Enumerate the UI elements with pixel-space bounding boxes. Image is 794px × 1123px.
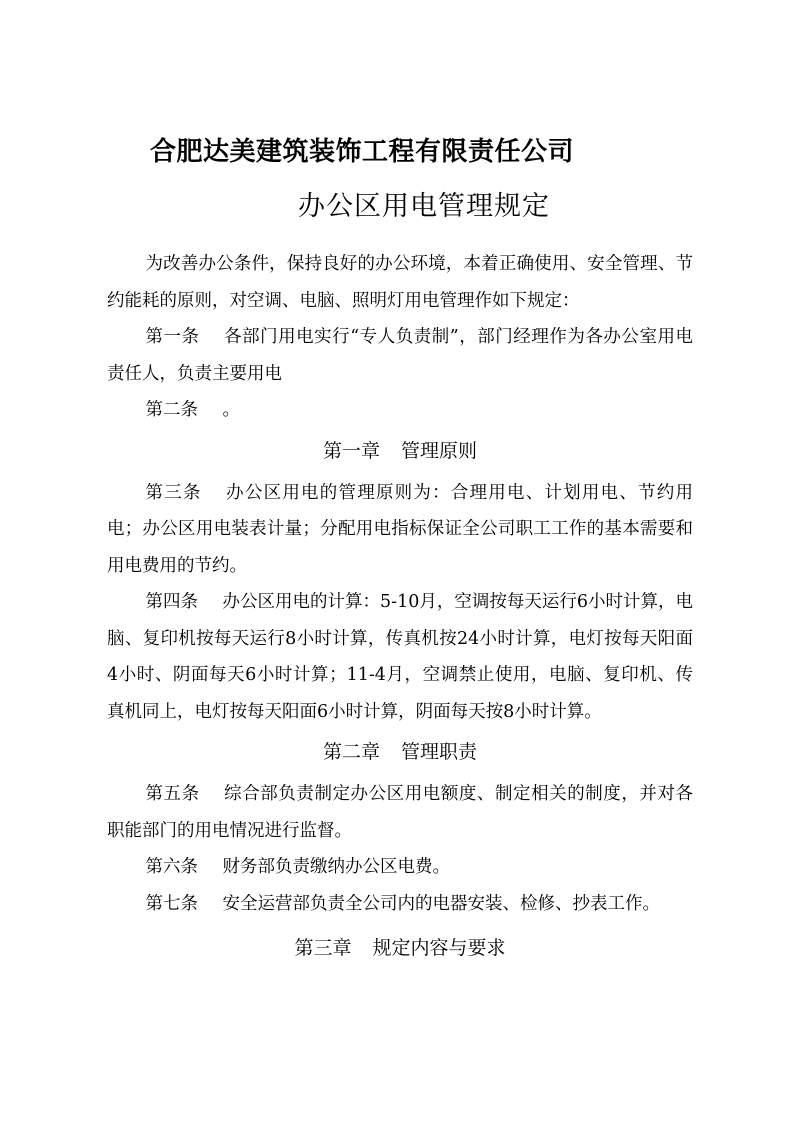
article-paragraph xyxy=(107,776,693,849)
article-paragraph xyxy=(107,319,693,392)
article-label: 第三条 xyxy=(145,482,202,503)
chapter-heading xyxy=(107,433,693,469)
article-paragraph xyxy=(107,392,693,429)
chapter-heading xyxy=(107,930,693,966)
chapter-title: 管理职责 xyxy=(400,741,477,763)
article-text: 各部门用电实行“专人负责制”，部门经理作为各办公室用电责任人，负责主要用电 xyxy=(107,327,693,384)
chapter-label: 第三章 xyxy=(294,937,352,959)
chapter-heading xyxy=(107,734,693,770)
article-text: 安全运营部负责全公司内的电器安装、检修、抄表工作。 xyxy=(222,893,660,914)
article-paragraph xyxy=(107,849,693,886)
article-paragraph xyxy=(107,584,693,730)
chapter-label: 第一章 xyxy=(323,439,381,462)
article-label: 第五条 xyxy=(145,784,200,804)
article-text: 财务部负责缴纳办公区电费。 xyxy=(222,857,450,877)
article-label: 第一条 xyxy=(145,327,200,347)
article-paragraph xyxy=(107,886,693,923)
chapter-title: 管理原则 xyxy=(400,439,477,462)
article-label: 第二条 xyxy=(145,400,198,420)
article-text: 办公区用电的管理原则为：合理用电、计划用电、节约用电；办公区用电装表计量；分配用电指标保证全公司职工工作的基本需要和用电费用的节约。 xyxy=(107,482,694,576)
company-title: 合肥达美建筑装饰工程有限责任公司 xyxy=(150,137,575,167)
article-text: 。 xyxy=(222,400,240,420)
chapter-title: 规定内容与要求 xyxy=(372,937,506,959)
document-body xyxy=(107,246,693,972)
article-label: 第四条 xyxy=(145,592,199,612)
article-paragraph xyxy=(107,475,693,585)
document-title: 办公区用电管理规定 xyxy=(298,191,550,222)
article-label: 第六条 xyxy=(145,857,198,877)
intro-paragraph: 为改善办公条件，保持良好的办公环境，本着正确使用、安全管理、节约能耗的原则，对空调、电脑、照明灯用电管理作如下规定： xyxy=(107,254,693,311)
article-text: 综合部负责制定办公区用电额度、制定相关的制度，并对各职能部门的用电情况进行监督。 xyxy=(107,784,694,841)
article-label: 第七条 xyxy=(145,893,198,914)
article-text: 办公区用电的计算：5-10月，空调按每天运行6小时计算，电脑、复印机按每天运行8小时计算，传真机按24小时计算，电灯按每天阳面4小时、阴面每天6小时计算；11-4月，空调禁止使用，电脑、复印机、传真机同上，电灯按每天阳面6小时计算，阴面每天按8小时计算。 xyxy=(107,592,694,722)
chapter-label: 第二章 xyxy=(323,741,381,763)
